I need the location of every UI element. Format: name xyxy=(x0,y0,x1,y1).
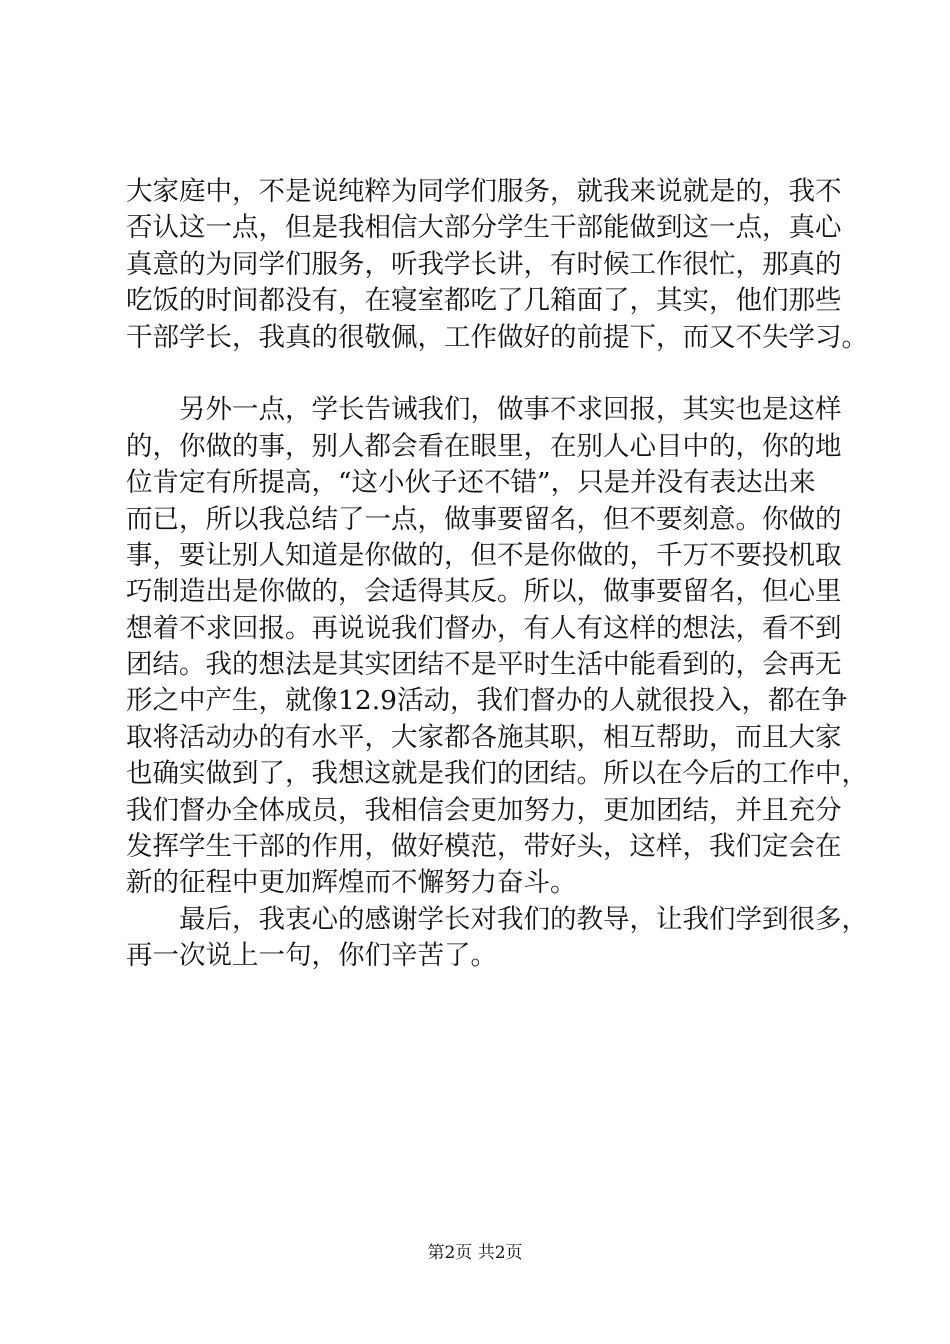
text-line: 最后，我衷心的感谢学长对我们的教导，让我们学到很多， xyxy=(126,903,868,935)
text-line: 干部学长，我真的很敬佩，工作做好的前提下，而又不失学习。 xyxy=(126,321,868,353)
document-body xyxy=(126,174,868,975)
text-line: 的，你做的事，别人都会看在眼里，在别人心目中的，你的地 xyxy=(126,430,842,462)
text-line: 真意的为同学们服务，听我学长讲，有时候工作很忙，那真的 xyxy=(126,248,842,280)
text-line: 形之中产生，就像12.9活动，我们督办的人就很投入，都在争 xyxy=(126,685,848,717)
text-line: 巧制造出是你做的，会适得其反。所以，做事要留名，但心里 xyxy=(126,576,842,608)
text-line: 也确实做到了，我想这就是我们的团结。所以在今后的工作中， xyxy=(126,758,868,790)
text-line: 我们督办全体成员，我相信会更加努力，更加团结，并且充分 xyxy=(126,794,842,826)
text-line: 吃饭的时间都没有，在寝室都吃了几箱面了，其实，他们那些 xyxy=(126,285,842,317)
text-line: 取将活动办的有水平，大家都各施其职，相互帮助，而且大家 xyxy=(126,721,842,753)
text-line: 团结。我的想法是其实团结不是平时生活中能看到的，会再无 xyxy=(126,649,842,681)
text-line: 否认这一点，但是我相信大部分学生干部能做到这一点，真心 xyxy=(126,212,842,244)
page-number-footer: 第2页 共2页 xyxy=(427,1243,523,1263)
paragraph-gap xyxy=(126,356,846,392)
text-line: 另外一点，学长告诫我们，做事不求回报，其实也是这样 xyxy=(126,394,842,426)
text-line: 而已，所以我总结了一点，做事要留名，但不要刻意。你做的 xyxy=(126,503,842,535)
text-line: 位肯定有所提高，“这小伙子还不错”，只是并没有表达出来 xyxy=(126,467,816,499)
text-line: 大家庭中，不是说纯粹为同学们服务，就我来说就是的，我不 xyxy=(126,176,842,207)
text-line: 想着不求回报。再说说我们督办，有人有这样的想法，看不到 xyxy=(126,612,842,644)
text-line: 发挥学生干部的作用，做好模范，带好头，这样，我们定会在 xyxy=(126,831,842,863)
text-line: 新的征程中更加辉煌而不懈努力奋斗。 xyxy=(126,867,577,899)
text-line: 再一次说上一句，你们辛苦了。 xyxy=(126,940,497,972)
text-line: 事，要让别人知道是你做的，但不是你做的，千万不要投机取 xyxy=(126,539,842,571)
